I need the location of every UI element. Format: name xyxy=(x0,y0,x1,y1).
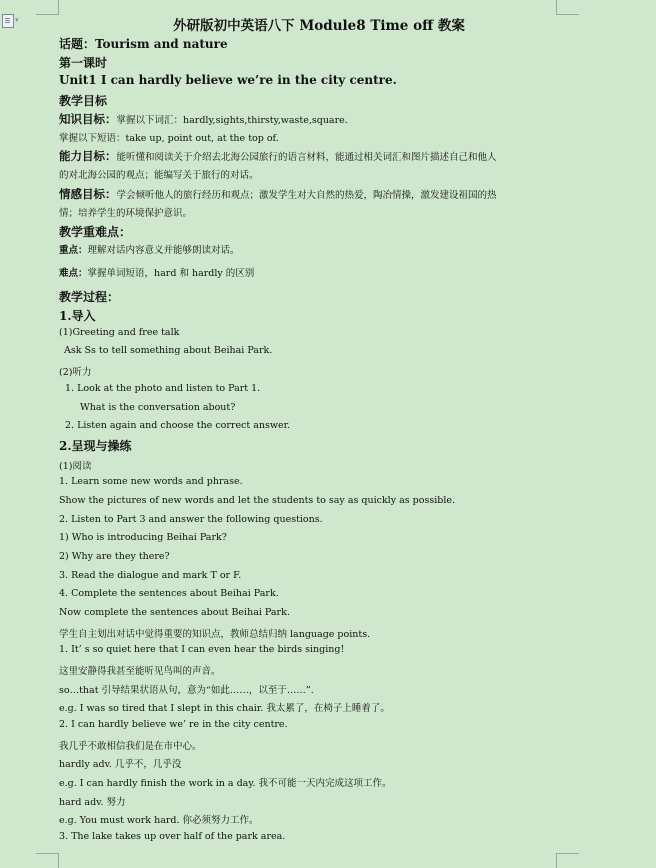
document-icon[interactable] xyxy=(2,14,14,28)
list-item: 1. Learn some new words and phrase. xyxy=(59,476,243,487)
chevron-down-icon[interactable]: ▾ xyxy=(15,16,19,24)
key-label: 重点： xyxy=(59,245,88,256)
step1-heading: 1.导入 xyxy=(59,309,96,323)
list-item: hardly adv. 几乎不，几乎没 xyxy=(59,759,182,770)
ability-objective xyxy=(59,148,497,164)
list-item: (1)Greeting and free talk xyxy=(59,327,180,338)
list-item: e.g. I can hardly finish the work in a day. 我不可能一天内完成这项工作。 xyxy=(59,778,392,789)
list-item: 3. The lake takes up over half of the park area. xyxy=(59,831,286,842)
margin-corner-top-left xyxy=(36,0,59,15)
list-item: Show the pictures of new words and let the students to say as quickly as possible. xyxy=(59,495,456,506)
list-item: 2. Listen to Part 3 and answer the following questions. xyxy=(59,514,323,525)
list-item: (1)阅读 xyxy=(59,461,92,472)
margin-corner-bottom-left xyxy=(36,853,59,868)
list-item: 这里安静得我甚至能听见鸟叫的声音。 xyxy=(59,666,221,677)
knowledge-text: 掌握以下词汇：hardly,sights,thirsty,waste,square. xyxy=(116,115,348,126)
list-item: e.g. You must work hard. 你必须努力工作。 xyxy=(59,815,259,826)
list-item: 2) Why are they there? xyxy=(59,551,170,562)
key-difficult-heading: 教学重难点： xyxy=(59,225,132,239)
list-item: What is the conversation about? xyxy=(80,402,236,413)
list-item: e.g. I was so tired that I slept in this chair. 我太累了，在椅子上睡着了。 xyxy=(59,703,390,714)
difficult-text: 掌握单词短语，hard 和 hardly 的区别 xyxy=(87,268,255,279)
list-item: 我几乎不敢相信我们是在市中心。 xyxy=(59,741,202,752)
difficult-label: 难点： xyxy=(59,268,88,279)
list-item: Ask Ss to tell something about Beihai Park. xyxy=(64,345,273,356)
ability-label: 能力目标： xyxy=(59,149,117,163)
unit-title xyxy=(59,73,397,87)
list-item: 学生自主划出对话中觉得重要的知识点，教师总结归纳 language points. xyxy=(59,629,371,640)
list-item: 1) Who is introducing Beihai Park? xyxy=(59,532,227,543)
list-item: so…that 引导结果状语从句，意为“如此……，以至于……”. xyxy=(59,685,314,696)
ability-text-1: 能听懂和阅读关于介绍去北海公园旅行的语言材料，能通过相关词汇和图片描述自己和他人 xyxy=(116,152,497,163)
step2-heading: 2.呈现与操练 xyxy=(59,439,132,453)
document-title: 外研版初中英语八下 Module8 Time off 教案 xyxy=(173,18,465,34)
list-item: Now complete the sentences about Beihai Park. xyxy=(59,607,290,618)
margin-corner-top-right xyxy=(556,0,579,15)
list-item: 4. Complete the sentences about Beihai Park. xyxy=(59,588,279,599)
list-item: 1. It’ s so quiet here that I can even hear the birds singing! xyxy=(59,644,345,655)
emotion-text-2: 情；培养学生的环境保护意识。 xyxy=(59,208,193,219)
margin-corner-bottom-right xyxy=(556,853,579,868)
list-item: 2. Listen again and choose the correct answer. xyxy=(65,420,291,431)
lesson-heading: 第一课时 xyxy=(59,56,108,70)
ability-text-2: 的对北海公园的观点；能编写关于旅行的对话。 xyxy=(59,170,259,181)
list-item: (2)听力 xyxy=(59,367,92,378)
list-item: 3. Read the dialogue and mark T or F. xyxy=(59,570,242,581)
phrases-line: 掌握以下短语：take up, point out, at the top of. xyxy=(59,133,279,144)
key-point xyxy=(59,242,240,256)
emotion-objective xyxy=(59,186,497,202)
objectives-heading: 教学目标 xyxy=(59,94,108,108)
emotion-label: 情感目标： xyxy=(59,187,117,201)
emotion-text-1: 学会倾听他人的旅行经历和观点；激发学生对大自然的热爱，陶冶情操，激发建设祖国的热 xyxy=(116,190,497,201)
list-item: 1. Look at the photo and listen to Part 1. xyxy=(65,383,261,394)
key-text: 理解对话内容意义并能够朗读对话。 xyxy=(87,245,240,256)
list-item: 2. I can hardly believe we’ re in the city centre. xyxy=(59,719,288,730)
list-item: hard adv. 努力 xyxy=(59,797,126,808)
knowledge-label: 知识目标： xyxy=(59,112,117,126)
topic-line: 话题：Tourism and nature xyxy=(59,37,228,51)
knowledge-objective xyxy=(59,111,348,127)
difficult-point xyxy=(59,265,254,279)
process-heading: 教学过程： xyxy=(59,290,120,304)
unit-title-text: Unit1 I can hardly believe we’re in the city centre. xyxy=(59,73,397,87)
